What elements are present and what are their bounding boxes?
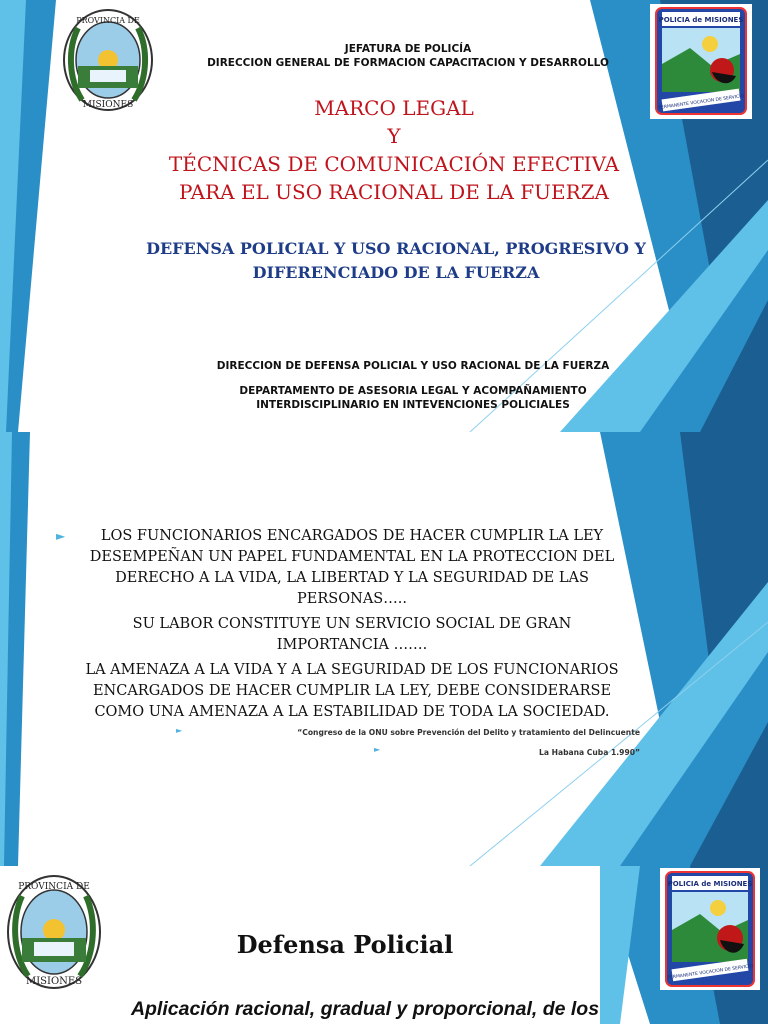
policia-misiones-badge-2	[660, 868, 760, 990]
svg-text:PROVINCIA DE: PROVINCIA DE	[18, 882, 90, 892]
slide-1-title	[100, 94, 688, 206]
paragraph-3	[42, 660, 662, 723]
para2-line-1: SU LABOR CONSTITUYE UN SERVICIO SOCIAL DE GRAN	[132, 616, 572, 632]
svg-text:MISIONES: MISIONES	[82, 100, 134, 110]
header-line-2: DIRECCION GENERAL DE FORMACION CAPACITACION Y DESARROLLO	[207, 57, 609, 69]
title-line-2: Y	[387, 124, 401, 148]
bullet-paragraph-1	[52, 526, 652, 610]
svg-text:PERMANENTE VOCACION DE SERVICI: PERMANENTE VOCACION DE SERVICIO	[667, 963, 754, 981]
para1-line-1: LOS FUNCIONARIOS ENCARGADOS DE HACER CUMPLIR LA LEY	[100, 528, 604, 544]
svg-text:PERMANENTE VOCACION DE SERVICI: PERMANENTE VOCACION DE SERVICIO	[658, 93, 745, 111]
slide-3	[0, 866, 768, 1024]
slide-3-title: Defensa Policial	[236, 930, 454, 959]
title-line-1: MARCO LEGAL	[314, 96, 474, 120]
department-2	[130, 384, 696, 412]
svg-text:PROVINCIA DE: PROVINCIA DE	[76, 16, 140, 25]
slide-1-subtitle	[100, 237, 692, 285]
para3-line-2: ENCARGADOS DE HACER CUMPLIR LA LEY, DEBE CONSIDERARSE	[92, 683, 612, 699]
slide-3-subtitle: Aplicación racional, gradual y proporcional, de los	[130, 998, 600, 1020]
slide-2	[0, 432, 768, 866]
para1-line-2: DESEMPEÑAN UN PAPEL FUNDAMENTAL EN LA PROTECCION DEL	[89, 549, 615, 565]
department-2-line-1: DEPARTAMENTO DE ASESORIA LEGAL Y ACOMPAÑAMIENTO	[239, 385, 587, 397]
subtitle-line-1: DEFENSA POLICIAL Y USO RACIONAL, PROGRESIVO Y	[146, 239, 646, 258]
title-line-3: TÉCNICAS DE COMUNICACIÓN EFECTIVA	[168, 152, 620, 176]
svg-text:MISIONES: MISIONES	[25, 976, 83, 987]
department-2-line-2: INTERDISCIPLINARIO EN INTEVENCIONES POLICIALES	[256, 399, 570, 411]
citation-line-1: “Congreso de la ONU sobre Prevención del Delito y tratamiento del Delincuente	[297, 728, 640, 737]
triangle-bullet-icon: ►	[56, 529, 66, 543]
department-1: DIRECCION DE DEFENSA POLICIAL Y USO RACIONAL DE LA FUERZA	[216, 360, 610, 372]
para3-line-1: LA AMENAZA A LA VIDA Y A LA SEGURIDAD DE LOS FUNCIONARIOS	[85, 662, 619, 678]
citation-bullet-icon-2: ►	[374, 745, 381, 754]
slide-1	[0, 0, 768, 432]
svg-text:POLICIA de MISIONES: POLICIA de MISIONES	[658, 16, 744, 24]
header-line-1: JEFATURA DE POLICÍA	[344, 43, 472, 55]
para1-line-3: DERECHO A LA VIDA, LA LIBERTAD Y LA SEGURIDAD DE LAS	[115, 570, 589, 586]
provincia-misiones-seal-2	[4, 872, 104, 990]
para3-line-3: COMO UNA AMENAZA A LA ESTABILIDAD DE TODA LA SOCIEDAD.	[94, 704, 610, 720]
para2-line-2: IMPORTANCIA …….	[276, 637, 428, 653]
subtitle-line-2: DIFERENCIADO DE LA FUERZA	[252, 263, 540, 282]
citation-bullet-icon-1: ►	[176, 726, 183, 735]
paragraph-2	[52, 614, 652, 656]
para1-line-4: PERSONAS…..	[297, 591, 407, 607]
citation-line-2: La Habana Cuba 1.990”	[538, 748, 640, 757]
title-line-4: PARA EL USO RACIONAL DE LA FUERZA	[179, 180, 609, 204]
svg-text:POLICIA de MISIONES: POLICIA de MISIONES	[667, 880, 753, 888]
